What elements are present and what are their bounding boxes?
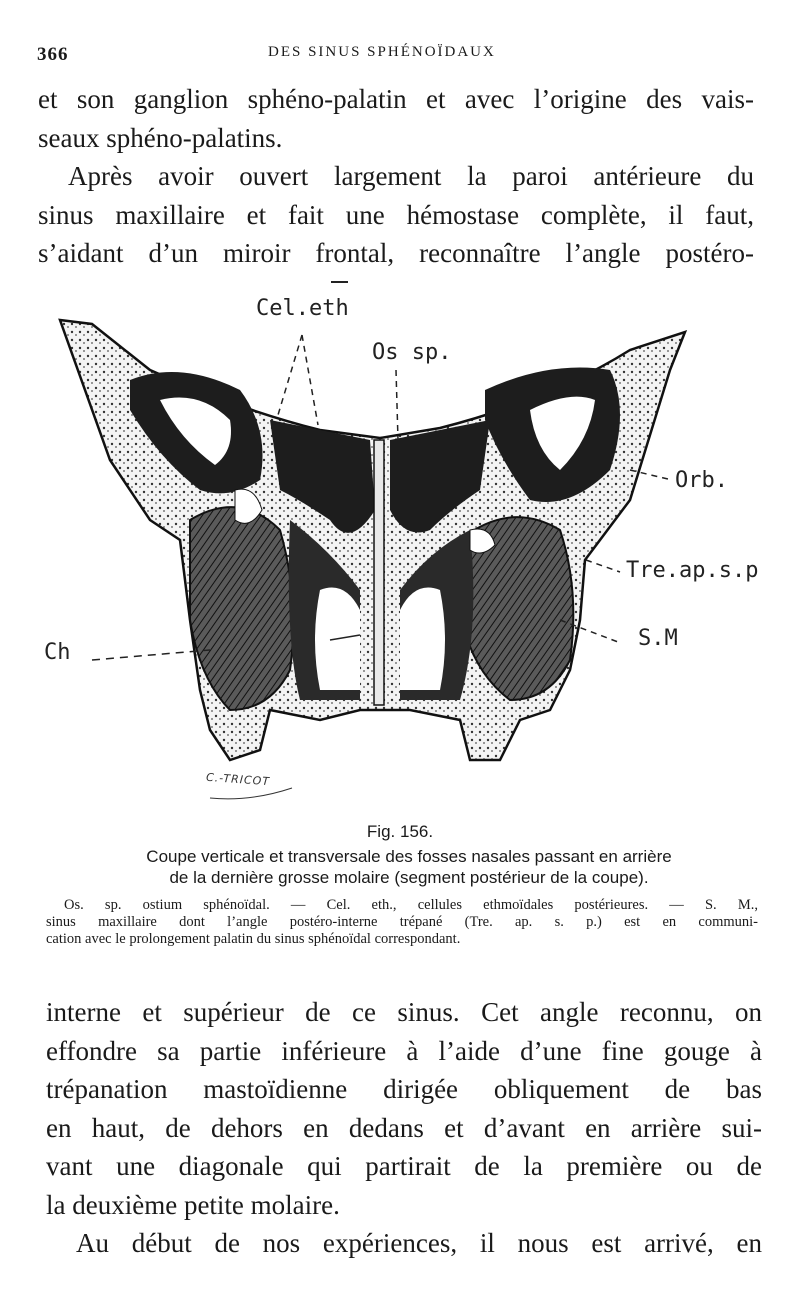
text-line: s’aidant d’un miroir frontal, reconnaître l’angle postéro- bbox=[38, 238, 754, 268]
caption-line: Coupe verticale et transversale des fosses nasales passant en arrière bbox=[146, 847, 672, 866]
figure-legend bbox=[46, 897, 758, 948]
label-os-sp: Os sp. bbox=[372, 340, 452, 365]
caption-line: de la dernière grosse molaire (segment postérieur de la coupe). bbox=[169, 868, 649, 887]
text-line: sinus maxillaire et fait une hémostase complète, il faut, bbox=[38, 199, 754, 230]
text-line: Au début de nos expériences, il nous est arrivé, en bbox=[76, 1228, 762, 1258]
figure-number: Fig. 156. bbox=[366, 822, 434, 841]
anatomical-figure bbox=[30, 290, 770, 820]
illustrator-signature: C.-TRICOT bbox=[205, 770, 271, 789]
page-number: 366 bbox=[37, 44, 69, 65]
text-line: en haut, de dehors en dedans et d’avant en arrière sui- bbox=[46, 1112, 762, 1143]
leader-tre bbox=[586, 560, 620, 572]
body-paragraph-top bbox=[38, 80, 754, 273]
legend-line: cation avec le prolongement palatin du sinus sphénoïdal correspondant. bbox=[46, 931, 461, 947]
text-line: interne et supérieur de ce sinus. Cet angle reconnu, on bbox=[46, 997, 762, 1027]
figure-caption bbox=[60, 846, 758, 888]
text-line: vant une diagonale qui partirait de la première ou de bbox=[46, 1151, 762, 1181]
running-title: DES SINUS SPHÉNOÏDAUX bbox=[268, 44, 496, 60]
text-line: et son ganglion sphéno-palatin et avec l’origine des vais- bbox=[38, 84, 754, 114]
nasal-passage-right bbox=[400, 588, 445, 691]
label-orb: Orb. bbox=[675, 468, 728, 493]
text-line: Après avoir ouvert largement la paroi antérieure du bbox=[68, 161, 754, 191]
leader-os-sp bbox=[396, 370, 398, 440]
text-line: seaux sphéno-palatins. bbox=[38, 122, 283, 153]
leader-cel-eth-2 bbox=[302, 335, 318, 425]
leader-ch bbox=[92, 650, 210, 660]
nasal-septum bbox=[374, 440, 384, 705]
legend-line: sinus maxillaire dont l’angle postéro-interne trépané (Tre. ap. s. p.) est en communi- bbox=[46, 914, 758, 930]
text-line: trépanation mastoïdienne dirigée obliquement de bas bbox=[46, 1074, 762, 1104]
label-tre-ap-sp: Tre.ap.s.p bbox=[626, 558, 759, 583]
section-rule bbox=[331, 281, 348, 283]
nasal-section-illustration bbox=[30, 290, 770, 820]
label-cel-eth: Cel.eth bbox=[256, 296, 349, 321]
leader-cel-eth-1 bbox=[278, 335, 302, 415]
body-paragraph-bottom bbox=[46, 993, 762, 1263]
label-sm: S.M bbox=[638, 626, 678, 651]
legend-line: Os. sp. ostium sphénoïdal. — Cel. eth., cellules ethmoïdales postérieures. — S. M., bbox=[64, 897, 758, 913]
text-line: la deuxième petite molaire. bbox=[46, 1189, 340, 1220]
signature-underline bbox=[210, 788, 292, 799]
text-line: effondre sa partie inférieure à l’aide d’une fine gouge à bbox=[46, 1035, 762, 1066]
label-ch: Ch bbox=[44, 640, 71, 665]
